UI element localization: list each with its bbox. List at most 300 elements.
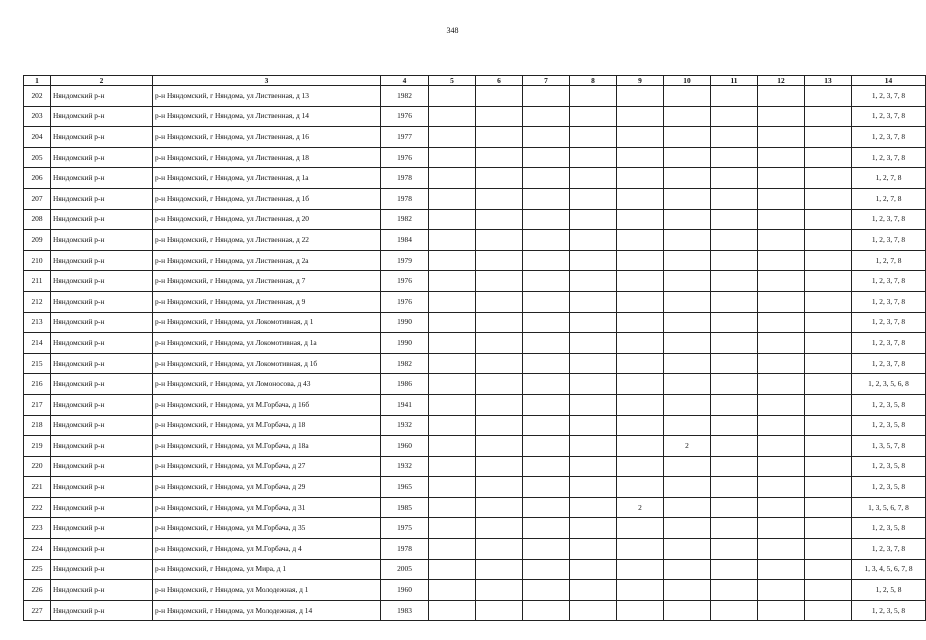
table-cell <box>664 497 711 518</box>
table-cell <box>805 312 852 333</box>
table-cell <box>570 312 617 333</box>
table-cell <box>429 539 476 560</box>
table-cell <box>476 415 523 436</box>
table-cell: 1, 2, 3, 7, 8 <box>852 333 926 354</box>
table-cell: 1982 <box>381 86 429 107</box>
table-cell: 1, 2, 3, 7, 8 <box>852 353 926 374</box>
table-cell <box>476 312 523 333</box>
table-cell: р-н Няндомский, г Няндома, ул Лиственная, д 1а <box>153 168 381 189</box>
table-cell <box>523 230 570 251</box>
table-cell: 1941 <box>381 394 429 415</box>
table-cell: Няндомский р-н <box>51 127 153 148</box>
table-cell: 1, 2, 3, 7, 8 <box>852 312 926 333</box>
table-cell <box>476 291 523 312</box>
table-cell <box>617 374 664 395</box>
table-cell <box>805 271 852 292</box>
table-cell <box>711 374 758 395</box>
table-cell: р-н Няндомский, г Няндома, ул Лиственная, д 1б <box>153 188 381 209</box>
table-cell: 219 <box>24 436 51 457</box>
table-cell <box>664 559 711 580</box>
column-header: 5 <box>429 76 476 86</box>
table-row <box>24 250 926 271</box>
table-cell: 1975 <box>381 518 429 539</box>
table-cell: 213 <box>24 312 51 333</box>
table-cell: р-н Няндомский, г Няндома, ул М.Горбача, д 27 <box>153 456 381 477</box>
table-cell: 215 <box>24 353 51 374</box>
table-cell: 210 <box>24 250 51 271</box>
table-cell: р-н Няндомский, г Няндома, ул Ломоносова, д 43 <box>153 374 381 395</box>
table-cell: Няндомский р-н <box>51 539 153 560</box>
table-cell: 1978 <box>381 539 429 560</box>
table-cell: 1, 2, 3, 7, 8 <box>852 271 926 292</box>
table-cell <box>711 436 758 457</box>
table-cell <box>570 106 617 127</box>
table-cell <box>523 456 570 477</box>
table-cell <box>664 250 711 271</box>
table-row <box>24 209 926 230</box>
table-cell <box>570 580 617 601</box>
table-cell <box>711 271 758 292</box>
table-cell <box>805 147 852 168</box>
table-cell <box>523 415 570 436</box>
table-row <box>24 312 926 333</box>
table-row <box>24 127 926 148</box>
table-cell <box>476 333 523 354</box>
table-cell <box>523 539 570 560</box>
table-cell <box>758 436 805 457</box>
table-cell <box>523 250 570 271</box>
table-cell <box>523 127 570 148</box>
table-cell: р-н Няндомский, г Няндома, ул Лиственная, д 20 <box>153 209 381 230</box>
table-cell <box>664 374 711 395</box>
table-cell: 205 <box>24 147 51 168</box>
table-cell <box>523 312 570 333</box>
table-cell <box>664 188 711 209</box>
table-cell: 1, 2, 3, 5, 8 <box>852 394 926 415</box>
table-row <box>24 147 926 168</box>
table-cell <box>805 497 852 518</box>
table-cell <box>523 209 570 230</box>
table-row <box>24 436 926 457</box>
table-cell <box>523 333 570 354</box>
table-cell <box>711 291 758 312</box>
table-cell <box>476 374 523 395</box>
table-cell: 1, 3, 5, 7, 8 <box>852 436 926 457</box>
table-cell: р-н Няндомский, г Няндома, ул Лиственная, д 14 <box>153 106 381 127</box>
table-cell: 1976 <box>381 147 429 168</box>
table-cell <box>429 353 476 374</box>
table-cell <box>758 106 805 127</box>
table-cell <box>758 127 805 148</box>
table-cell <box>758 209 805 230</box>
table-cell: 1982 <box>381 353 429 374</box>
table-cell <box>476 147 523 168</box>
table-cell <box>758 291 805 312</box>
table-cell: Няндомский р-н <box>51 333 153 354</box>
table-cell <box>523 271 570 292</box>
table-cell <box>476 209 523 230</box>
column-header: 9 <box>617 76 664 86</box>
table-cell: р-н Няндомский, г Няндома, ул Лиственная, д 9 <box>153 291 381 312</box>
table-cell <box>664 353 711 374</box>
table-cell: 1, 2, 7, 8 <box>852 250 926 271</box>
table-row <box>24 168 926 189</box>
table-cell <box>805 188 852 209</box>
table-row <box>24 497 926 518</box>
table-cell <box>570 559 617 580</box>
table-cell <box>523 580 570 601</box>
table-cell <box>664 168 711 189</box>
table-cell: 216 <box>24 374 51 395</box>
table-cell <box>617 415 664 436</box>
table-cell: 1, 2, 3, 5, 8 <box>852 415 926 436</box>
column-header: 8 <box>570 76 617 86</box>
table-cell <box>711 353 758 374</box>
table-cell: 1986 <box>381 374 429 395</box>
table-cell: 212 <box>24 291 51 312</box>
table-cell <box>523 86 570 107</box>
table-cell <box>617 600 664 621</box>
table-cell <box>711 168 758 189</box>
table-cell <box>711 312 758 333</box>
table-cell: р-н Няндомский, г Няндома, ул Лиственная, д 16 <box>153 127 381 148</box>
table-cell <box>664 580 711 601</box>
table-cell <box>711 559 758 580</box>
table-cell <box>758 477 805 498</box>
table-cell: Няндомский р-н <box>51 230 153 251</box>
table-cell: р-н Няндомский, г Няндома, ул Лиственная, д 13 <box>153 86 381 107</box>
table-cell <box>805 415 852 436</box>
table-cell <box>805 230 852 251</box>
table-cell <box>758 230 805 251</box>
column-header: 12 <box>758 76 805 86</box>
table-cell: 225 <box>24 559 51 580</box>
table-cell: Няндомский р-н <box>51 250 153 271</box>
column-header: 11 <box>711 76 758 86</box>
table-row <box>24 353 926 374</box>
table-cell <box>523 291 570 312</box>
table-cell: 1, 2, 3, 7, 8 <box>852 291 926 312</box>
table-cell <box>476 394 523 415</box>
column-header: 7 <box>523 76 570 86</box>
table-cell: р-н Няндомский, г Няндома, ул М.Горбача, д 29 <box>153 477 381 498</box>
table-cell <box>664 291 711 312</box>
table-cell <box>617 580 664 601</box>
table-cell: 1, 2, 3, 7, 8 <box>852 86 926 107</box>
table-cell <box>476 539 523 560</box>
table-cell <box>570 539 617 560</box>
table-cell: Няндомский р-н <box>51 353 153 374</box>
table-cell: 1978 <box>381 188 429 209</box>
table-cell <box>617 456 664 477</box>
table-cell <box>429 415 476 436</box>
table-cell <box>805 580 852 601</box>
table-cell: Няндомский р-н <box>51 497 153 518</box>
table-cell <box>617 291 664 312</box>
table-cell <box>711 580 758 601</box>
table-cell <box>476 127 523 148</box>
table-cell <box>805 559 852 580</box>
table-cell: 1976 <box>381 271 429 292</box>
page-number: 348 <box>446 26 459 35</box>
table-cell: р-н Няндомский, г Няндома, ул Лиственная, д 7 <box>153 271 381 292</box>
table-cell <box>711 127 758 148</box>
table-row <box>24 477 926 498</box>
table-cell: 1990 <box>381 312 429 333</box>
table-cell <box>805 456 852 477</box>
table-cell <box>758 559 805 580</box>
table-cell <box>570 291 617 312</box>
table-cell: 1, 2, 3, 5, 6, 8 <box>852 374 926 395</box>
table-cell <box>664 271 711 292</box>
table-cell <box>429 394 476 415</box>
table-cell <box>664 312 711 333</box>
table-cell <box>758 539 805 560</box>
table-cell: 1, 2, 3, 7, 8 <box>852 209 926 230</box>
table-cell <box>429 230 476 251</box>
table-cell <box>758 415 805 436</box>
table-cell <box>570 188 617 209</box>
table-cell <box>476 250 523 271</box>
table-cell: 1932 <box>381 456 429 477</box>
table-cell <box>617 271 664 292</box>
table-cell <box>429 271 476 292</box>
table-cell <box>758 168 805 189</box>
table-row <box>24 374 926 395</box>
table-cell <box>758 250 805 271</box>
table-cell: р-н Няндомский, г Няндома, ул М.Горбача, д 16б <box>153 394 381 415</box>
table-cell <box>711 477 758 498</box>
table-cell <box>664 477 711 498</box>
table-cell <box>429 209 476 230</box>
table-cell: 1976 <box>381 106 429 127</box>
table-cell <box>476 600 523 621</box>
table-cell <box>476 168 523 189</box>
table-cell <box>429 333 476 354</box>
table-cell <box>570 394 617 415</box>
table-cell: р-н Няндомский, г Няндома, ул М.Горбача, д 35 <box>153 518 381 539</box>
table-cell <box>758 86 805 107</box>
column-header: 10 <box>664 76 711 86</box>
table-cell <box>711 539 758 560</box>
table-cell <box>523 559 570 580</box>
table-cell <box>758 147 805 168</box>
table-row <box>24 600 926 621</box>
table-cell <box>570 147 617 168</box>
table-cell <box>805 539 852 560</box>
table-cell <box>570 168 617 189</box>
table-cell <box>476 106 523 127</box>
table-cell <box>805 209 852 230</box>
table-cell: 1983 <box>381 600 429 621</box>
table-cell <box>570 374 617 395</box>
table-cell <box>805 374 852 395</box>
table-cell <box>805 436 852 457</box>
table-cell: Няндомский р-н <box>51 415 153 436</box>
table-cell <box>429 580 476 601</box>
table-cell: Няндомский р-н <box>51 394 153 415</box>
table-cell <box>523 374 570 395</box>
table-cell <box>476 477 523 498</box>
table-cell: р-н Няндомский, г Няндома, ул М.Горбача, д 31 <box>153 497 381 518</box>
table-cell: р-н Няндомский, г Няндома, ул М.Горбача, д 4 <box>153 539 381 560</box>
table-cell <box>617 250 664 271</box>
table-cell <box>805 168 852 189</box>
table-cell: 1, 2, 5, 8 <box>852 580 926 601</box>
table-cell <box>805 600 852 621</box>
table-cell: 211 <box>24 271 51 292</box>
table-cell <box>617 312 664 333</box>
table-cell <box>523 518 570 539</box>
table-cell <box>758 374 805 395</box>
table-cell <box>523 353 570 374</box>
table-cell <box>711 415 758 436</box>
column-header: 2 <box>51 76 153 86</box>
table-cell <box>429 147 476 168</box>
table-cell <box>711 106 758 127</box>
table-cell <box>429 291 476 312</box>
table-cell: р-н Няндомский, г Няндома, ул Лиственная, д 18 <box>153 147 381 168</box>
table-cell <box>711 188 758 209</box>
table-cell <box>805 106 852 127</box>
table-cell <box>758 188 805 209</box>
table-cell <box>476 436 523 457</box>
table-cell <box>523 436 570 457</box>
table-cell: Няндомский р-н <box>51 518 153 539</box>
table-cell <box>664 539 711 560</box>
table-row <box>24 106 926 127</box>
table-cell <box>570 600 617 621</box>
table-cell: Няндомский р-н <box>51 436 153 457</box>
table-cell: 1, 2, 3, 7, 8 <box>852 127 926 148</box>
table-cell: р-н Няндомский, г Няндома, ул Локомотивная, д 1б <box>153 353 381 374</box>
table-cell <box>617 209 664 230</box>
table-cell <box>711 209 758 230</box>
table-cell <box>617 188 664 209</box>
table-cell <box>523 168 570 189</box>
table-cell <box>429 497 476 518</box>
table-cell <box>617 559 664 580</box>
table-cell: Няндомский р-н <box>51 86 153 107</box>
table-cell <box>476 353 523 374</box>
table-cell: 1982 <box>381 209 429 230</box>
table-cell <box>570 477 617 498</box>
table-cell <box>711 230 758 251</box>
table-cell: 1, 2, 3, 5, 8 <box>852 518 926 539</box>
table-cell: 2 <box>617 497 664 518</box>
column-header: 6 <box>476 76 523 86</box>
table-row <box>24 580 926 601</box>
table-cell <box>617 539 664 560</box>
table-cell: 1976 <box>381 291 429 312</box>
table-cell <box>429 456 476 477</box>
table-cell <box>664 456 711 477</box>
table-cell <box>711 518 758 539</box>
table-cell: 1965 <box>381 477 429 498</box>
table-cell <box>805 353 852 374</box>
table-cell <box>758 497 805 518</box>
table-cell: 203 <box>24 106 51 127</box>
table-cell <box>664 394 711 415</box>
table-row <box>24 188 926 209</box>
table-cell <box>523 106 570 127</box>
table-cell: Няндомский р-н <box>51 312 153 333</box>
table-cell: 208 <box>24 209 51 230</box>
housing-table <box>23 75 926 621</box>
table-row <box>24 415 926 436</box>
table-cell <box>664 415 711 436</box>
table-cell: 1, 2, 3, 7, 8 <box>852 106 926 127</box>
table-cell: 1, 2, 3, 7, 8 <box>852 539 926 560</box>
table-cell <box>805 394 852 415</box>
table-cell <box>664 230 711 251</box>
table-cell: 209 <box>24 230 51 251</box>
table-row <box>24 518 926 539</box>
table-cell: 2 <box>664 436 711 457</box>
table-cell <box>429 250 476 271</box>
table-cell <box>711 394 758 415</box>
table-cell <box>523 188 570 209</box>
table-cell: 1990 <box>381 333 429 354</box>
table-cell: 222 <box>24 497 51 518</box>
table-cell: Няндомский р-н <box>51 600 153 621</box>
table-cell <box>711 333 758 354</box>
table-cell <box>758 518 805 539</box>
table-row <box>24 230 926 251</box>
table-cell <box>711 600 758 621</box>
table-cell: 224 <box>24 539 51 560</box>
table-cell: 1960 <box>381 436 429 457</box>
table-cell: р-н Няндомский, г Няндома, ул М.Горбача, д 18а <box>153 436 381 457</box>
table-cell <box>758 580 805 601</box>
table-cell <box>805 250 852 271</box>
table-cell: р-н Няндомский, г Няндома, ул Лиственная, д 22 <box>153 230 381 251</box>
table-cell <box>523 600 570 621</box>
table-cell <box>429 374 476 395</box>
column-header: 4 <box>381 76 429 86</box>
table-cell <box>617 168 664 189</box>
table-cell: 1979 <box>381 250 429 271</box>
table-cell: 1, 2, 3, 5, 8 <box>852 600 926 621</box>
table-cell: Няндомский р-н <box>51 559 153 580</box>
table-header-row <box>24 76 926 86</box>
table-cell: 1984 <box>381 230 429 251</box>
table-cell: р-н Няндомский, г Няндома, ул М.Горбача, д 18 <box>153 415 381 436</box>
table-cell <box>570 250 617 271</box>
table-cell: 1, 2, 7, 8 <box>852 168 926 189</box>
table-cell <box>664 106 711 127</box>
table-cell <box>664 600 711 621</box>
table-cell: 1, 2, 3, 5, 8 <box>852 477 926 498</box>
table-cell <box>523 147 570 168</box>
table-cell <box>429 127 476 148</box>
table-cell: Няндомский р-н <box>51 271 153 292</box>
table-cell <box>429 477 476 498</box>
table-cell <box>570 436 617 457</box>
table-cell: р-н Няндомский, г Няндома, ул Молодежная, д 1 <box>153 580 381 601</box>
table-cell <box>805 127 852 148</box>
table-cell: 218 <box>24 415 51 436</box>
table-cell: 226 <box>24 580 51 601</box>
table-cell <box>570 333 617 354</box>
table-row <box>24 539 926 560</box>
table-cell <box>805 518 852 539</box>
column-header: 3 <box>153 76 381 86</box>
table-cell: Няндомский р-н <box>51 374 153 395</box>
table-cell <box>664 127 711 148</box>
table-cell <box>429 106 476 127</box>
table-cell: 1, 2, 3, 7, 8 <box>852 230 926 251</box>
